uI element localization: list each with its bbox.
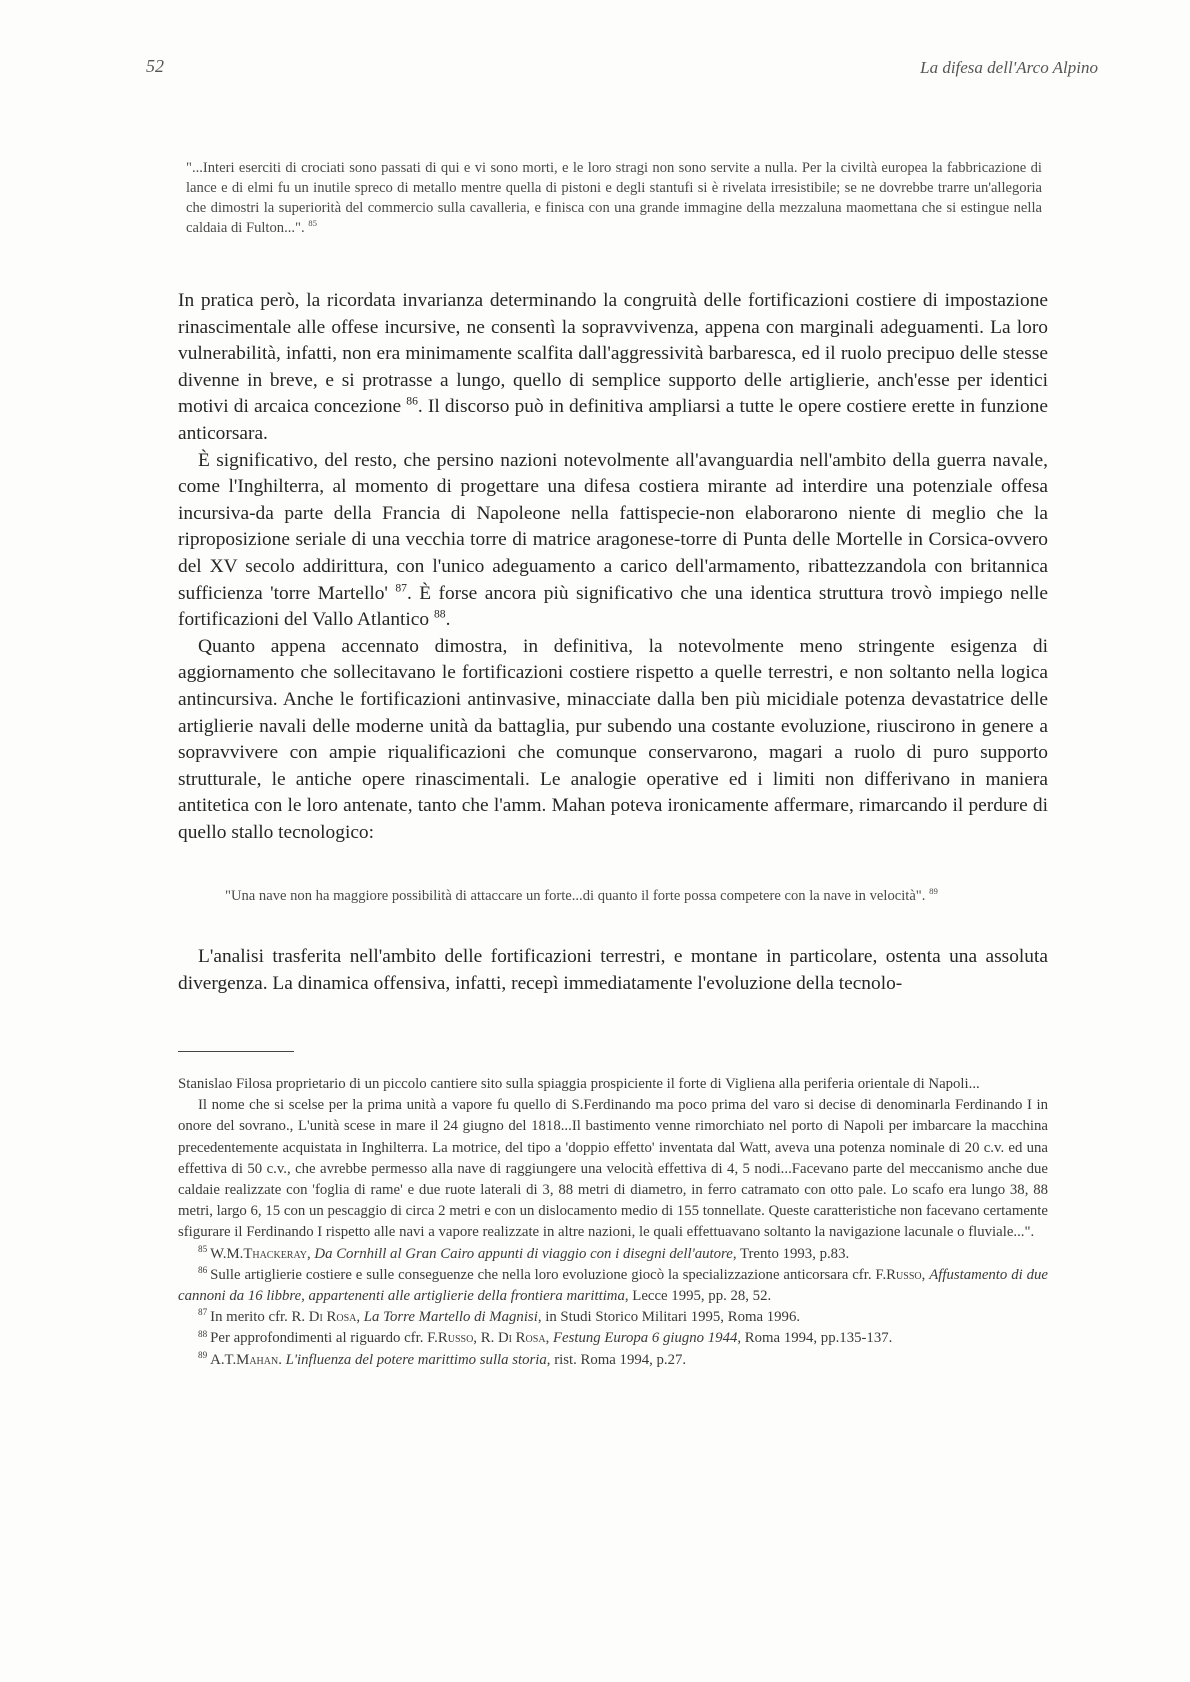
footnote-85: $^{85}$ W.M.Thackeray, Da Cornhill al Gran Cairo appunti di viaggio con i disegni dell'autore, Trento 1993, p.83. bbox=[198, 1243, 850, 1262]
footnote-ref: 87 bbox=[395, 581, 407, 595]
footnote-number: 86 bbox=[198, 1264, 208, 1275]
block-quote bbox=[186, 158, 1042, 238]
paragraph bbox=[178, 288, 1048, 448]
paragraph-text: . È forse ancora più significativo che una identica struttura trovò impiego nelle fortificazioni del Vallo Atlantico bbox=[178, 582, 1048, 631]
footnote-continuation: Il nome che si scelse per la prima unità a vapore fu quello di S.Ferdinando ma poco prima del varo si decise di denominarla Ferdinando I in onore del sovrano., L'unità scese in mare il 24 giugno del 1818...Il bastimento venne rimorchiato nel porto di Napoli per imbarcare la macchina precedentemente acquistata in Inghilterra. La motrice, del tipo a 'doppio effetto' inventata dal Watt, aveva una potenza nominale di 20 c.v. ed una effettiva di 50 c.v., che avrebbe permesso alla nave di raggiungere una velocità effettiva di 4, 5 nodi...Facevano parte del meccanismo anche due caldaie realizzate con 'foglia di rame' e due ruote laterali di 3, 88 metri di diametro, in ferro catramato con otto pale. Lo scafo era lungo 38, 88 metri, largo 6, 15 con un pescaggio di circa 2 metri e con un dislocamento medio di 155 tonnellate. Queste caratteristiche non facevano certamente sfigurare il Ferdinando I rispetto alle navi a vapore realizzate in altre nazioni, le quali effettuavano soltanto la navigazione lacunale o fluviale...". bbox=[178, 1097, 1048, 1241]
footnote-89: $^{89}$ A.T.Mahan. L'influenza del potere marittimo sulla storia, rist. Roma 1994, p.27. bbox=[198, 1349, 687, 1368]
running-title: La difesa dell'Arco Alpino bbox=[920, 58, 1098, 77]
footnote-title: Affustamento di due cannoni da 16 libbre, appartenenti alle artiglierie della frontiera marittima bbox=[178, 1266, 1048, 1305]
quote-text: "...Interi eserciti di crociati sono passati di qui e vi sono morti, e le loro stragi non sono servite a nulla. Per la civiltà europea la fabbricazione di lance e di elmi fu un inutile spreco di metallo mentre quella di pistoni e degli stantufi si è rivelata irresistibile; se ne dovrebbe trarre un'allegoria che dimostri la superiorità del commercio sulla cavalleria, e finisca con una grande immagine della mezzaluna maomettana che si estingue nella caldaia di Fulton...". bbox=[186, 160, 1042, 236]
footnote-separator bbox=[178, 1051, 294, 1052]
footnote-ref: 89 bbox=[929, 886, 938, 897]
footnote-title: La Torre Martello di Magnisi bbox=[363, 1309, 538, 1326]
body-text bbox=[178, 288, 1048, 846]
footnote-text: , Trento 1993, p.83. bbox=[732, 1245, 850, 1262]
paragraph: L'analisi trasferita nell'ambito delle fortificazioni terrestri, e montane in particolare, ostenta una assoluta divergenza. La dinamica offensiva, infatti, recepì immediatamente l'evoluzione della tecnolo- bbox=[178, 946, 1048, 994]
paragraph-text: . Il discorso può in definitiva ampliarsi a tutte le opere costiere erette in funzione anticorsara. bbox=[178, 396, 1048, 444]
footnote-text: , rist. Roma 1994, p.27. bbox=[546, 1351, 687, 1368]
footnote-number: 85 bbox=[198, 1243, 208, 1254]
footnote-author: F.Russo, R. Di Rosa bbox=[427, 1330, 546, 1347]
footnote-author: A.T.Mahan bbox=[210, 1351, 279, 1368]
quote-text: "Una nave non ha maggiore possibilità di attaccare un forte...di quanto il forte possa competere con la nave in velocità". bbox=[225, 888, 926, 904]
footnote-88: $^{88}$ Per approfondimenti al riguardo cfr. F.Russo, R. Di Rosa, Festung Europa 6 giugno 1944, Roma 1994, pp.135-137. bbox=[198, 1328, 893, 1347]
footnote-text: In merito cfr. bbox=[210, 1309, 292, 1326]
footnote-author: W.M.Thackeray bbox=[210, 1245, 307, 1262]
footnote-87: $^{87}$ In merito cfr. R. Di Rosa, La Torre Martello di Magnisi, in Studi Storico Militari 1995, Roma 1996. bbox=[198, 1307, 801, 1326]
footnote-ref: 86 bbox=[406, 394, 418, 408]
footnote-ref: 85 bbox=[308, 218, 318, 229]
paragraph bbox=[178, 634, 1048, 847]
footnote-title: Da Cornhill al Gran Cairo appunti di viaggio con i disegni dell'autore bbox=[314, 1245, 733, 1262]
footnote-text: Per approfondimenti al riguardo cfr. bbox=[210, 1330, 428, 1347]
footnote-text: , in Studi Storico Militari 1995, Roma 1996. bbox=[537, 1309, 801, 1326]
footnote-text: Sulle artiglierie costiere e sulle conseguenze che nella loro evoluzione giocò la specializzazione anticorsara cfr. bbox=[210, 1266, 876, 1283]
footnote-author: F.Russo bbox=[875, 1266, 922, 1283]
paragraph-text: È significativo, del resto, che persino nazioni notevolmente all'avanguardia nell'ambito della guerra navale, come l'Inghilterra, al momento di progettare una difesa costiera mirante ad interdire una potenziale offesa incursiva-da parte della Francia di Napoleone nella fattispecie-non elaborarono niente di meglio che la riproposizione seriale di una vecchia torre di matrice aragonese-torre di Punta delle Mortelle in Corsica-ovvero del XV secolo addirittura, con l'unico adeguamento a carico dell'armamento, ribattezzandola con britannica sufficienza 'torre Martello' bbox=[178, 449, 1048, 604]
block-quote bbox=[180, 886, 1048, 906]
page-number: 52 bbox=[146, 56, 164, 76]
body-text bbox=[178, 944, 1048, 997]
footnote-author: R. Di Rosa bbox=[291, 1309, 357, 1326]
footnote-title: Festung Europa 6 giugno 1944 bbox=[552, 1330, 738, 1347]
footnote-number: 88 bbox=[198, 1328, 208, 1339]
footnote-86: $^{86}$ Sulle artiglierie costiere e sulle conseguenze che nella loro evoluzione giocò la specializzazione anticorsara cfr. F.Russo, Affustamento di due cannoni da 16 libbre, appartenenti alle artiglierie della frontiera marittima, Lecce 1995, pp. 28, 52. bbox=[178, 1264, 1048, 1305]
footnote-text: , Lecce 1995, pp. 28, 52. bbox=[624, 1288, 772, 1305]
footnotes bbox=[178, 1074, 1048, 1371]
footnote-title: L'influenza del potere marittimo sulla storia bbox=[285, 1351, 547, 1368]
paragraph-text: . bbox=[445, 609, 451, 631]
footnote-number: 87 bbox=[198, 1307, 208, 1318]
footnote-text: , Roma 1994, pp.135-137. bbox=[737, 1330, 893, 1347]
footnote-continuation: Stanislao Filosa proprietario di un piccolo cantiere sito sulla spiaggia prospiciente il forte di Vigliena alla periferia orientale di Napoli... bbox=[178, 1076, 980, 1092]
footnote-ref: 88 bbox=[433, 607, 446, 621]
paragraph bbox=[178, 448, 1048, 634]
paragraph-text: Quanto appena accennato dimostra, in definitiva, la notevolmente meno stringente esigenza di aggiornamento che sollecitavano le fortificazioni costiere rispetto a quelle terrestri, e non soltanto nella logica antincursiva. Anche le fortificazioni antinvasive, minacciate dalla ben più micidiale potenza devastatrice delle artiglierie navali delle moderne unità da battaglia, pur subendo una costante evoluzione, riuscirono in genere a sopravvivere con ampie riqualificazioni che comunque conservarono, magari a ruolo di puro supporto strutturale, le antiche opere rinascimentali. Le analogie operative ed i limiti non differivano in maniera antitetica con le loro antenate, tanto che l'amm. Mahan poteva ironicamente affermare, rimarcando il perdure di quello stallo tecnologico: bbox=[178, 635, 1048, 843]
footnote-number: 89 bbox=[198, 1349, 208, 1360]
paragraph-text: In pratica però, la ricordata invarianza determinando la congruità delle fortificazioni costiere di impostazione rinascimentale alle offese incursive, ne consentì la sopravvivenza, appena con marginali adeguamenti. La loro vulnerabilità, infatti, non era minimamente scalfita dall'aggressività barbaresca, ed il ruolo precipuo delle stesse divenne in breve, e si protrasse a lungo, quello di semplice supporto delle artiglierie, anch'esse per identici motivi di arcaica concezione bbox=[178, 290, 1048, 418]
page-header bbox=[146, 56, 1098, 86]
